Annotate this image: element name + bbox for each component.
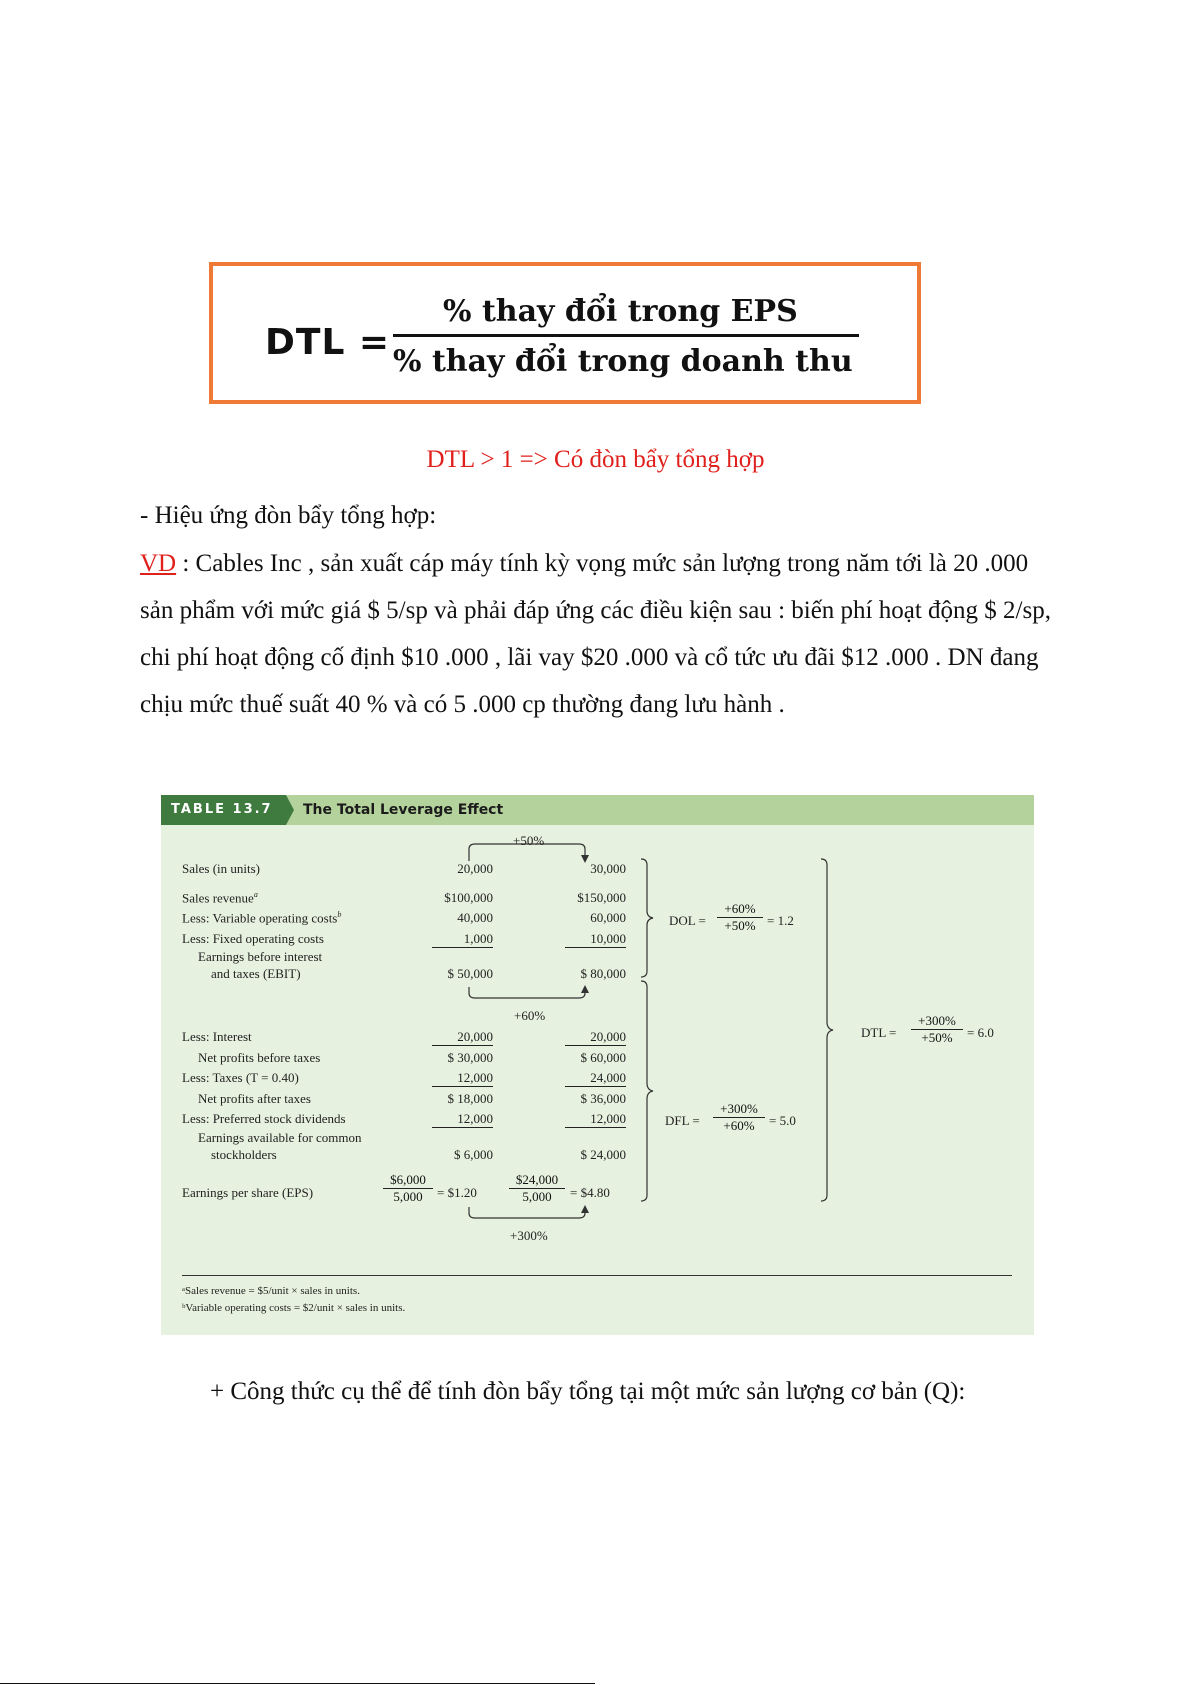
row-label: Less: Variable operating costs$^b$ [182,910,342,926]
eps-fraction-b: $\frac{\$24,000}{5,000}$ [509,1172,565,1205]
dtl-conclusion: DTL > 1 => Có đòn bẩy tổng hợp [426,446,765,473]
eps-result-b: = $4.80 [570,1185,610,1200]
dfl-fraction: $\frac{+300\%}{+60\%}$ [713,1101,765,1134]
dtl-label: DTL = [861,1025,897,1040]
col-b-value: 12,000 [565,1111,626,1128]
footnote-divider [182,1275,1012,1276]
dfl-label: DFL = [665,1113,700,1128]
formula-lhs: DTL = [265,322,391,363]
bullet-heading: - Hiệu ứng đòn bẩy tổng hợp: [140,502,437,529]
bottom-formula-intro: + Công thức cụ thể để tính đòn bẩy tổng tại một mức sản lượng cơ bản (Q): [210,1378,966,1405]
eps-result-a: = $1.20 [437,1185,477,1200]
example-paragraph [140,540,1060,728]
units-change-label: +50% [513,833,545,848]
eps-change-label: +300% [510,1228,548,1243]
table-tag: TABLE 13.7 [161,795,286,825]
table-title: The Total Leverage Effect [303,802,504,818]
dfl-brace [639,979,659,1203]
table-tag-arrow [286,795,294,825]
row-label: Earnings available for common [198,1130,362,1145]
ebit-change-bracket [461,985,601,1009]
col-a-value: 20,000 [457,861,493,876]
dol-fraction: $\frac{+60\%}{+50\%}$ [717,901,763,934]
row-label: Less: Fixed operating costs [182,931,324,946]
total-leverage-table [161,795,1034,1335]
col-b-value: 20,000 [565,1029,626,1046]
col-a-value: 12,000 [432,1111,493,1128]
col-a-value: $ 30,000 [447,1050,493,1065]
example-text: : Cables Inc , sản xuất cáp máy tính kỳ vọng mức sản lượng trong năm tới là 20 .000 sản phẩm với mức giá $ 5/sp và phải đáp ứng các điều kiện sau : biến phí hoạt động $ 2/sp, chi phí hoạt động cố định $10 .000 , lãi vay $20 .000 và cổ tức ưu đãi $12 .000 . DN đang chịu mức thuế suất 40 % và có 5 .000 cp thường đang lưu hành . [140,550,1051,718]
example-label-link[interactable]: VD [140,550,177,577]
ebit-change-label: +60% [514,1008,546,1023]
col-a-value: 20,000 [432,1029,493,1046]
col-b-value: $ 80,000 [580,966,626,981]
dtl-formula-box [209,262,921,404]
fraction-bar [393,334,859,337]
eps-fraction-a: $\frac{\$6,000}{5,000}$ [383,1172,433,1205]
col-a-value: 12,000 [432,1070,493,1087]
row-label: Net profits before taxes [198,1050,321,1065]
row-label: Sales (in units) [182,861,260,876]
formula-numerator: % thay đổi trong EPS [443,294,798,329]
col-a-value: 40,000 [457,910,493,925]
col-b-value: 60,000 [590,910,626,925]
col-b-value: $ 24,000 [580,1147,626,1162]
row-label: and taxes (EBIT) [211,966,301,981]
col-a-value: $ 18,000 [447,1091,493,1106]
row-label: stockholders [211,1147,277,1162]
col-b-value: 10,000 [565,931,626,948]
footnote-b: ᵇVariable operating costs = $2/unit × sales in units. [182,1302,406,1314]
footer-rule [0,1683,595,1684]
formula-denominator: % thay đổi trong doanh thu [393,344,853,379]
col-b-value: $ 60,000 [580,1050,626,1065]
row-label: Less: Preferred stock dividends [182,1111,346,1126]
col-b-value: $150,000 [577,890,626,905]
dol-label: DOL = [669,913,706,928]
footnote-a: ᵃSales revenue = $5/unit × sales in units. [182,1285,360,1297]
col-b-value: 30,000 [590,861,626,876]
col-a-value: 1,000 [432,931,493,948]
dtl-result: = 6.0 [967,1025,994,1040]
eps-change-bracket [461,1205,601,1229]
dtl-brace [819,857,839,1203]
row-label: Sales revenue$^a$ [182,890,258,906]
col-a-value: $ 6,000 [454,1147,493,1162]
row-label: Less: Taxes (T = 0.40) [182,1070,299,1085]
row-label: Earnings before interest [198,949,323,964]
col-b-value: 24,000 [565,1070,626,1087]
col-b-value: $ 36,000 [580,1091,626,1106]
col-a-value: $100,000 [444,890,493,905]
dol-brace [639,857,659,979]
row-label: Earnings per share (EPS) [182,1185,314,1200]
dtl-fraction: $\frac{+300\%}{+50\%}$ [911,1013,963,1046]
row-label: Less: Interest [182,1029,252,1044]
dfl-result: = 5.0 [769,1113,796,1128]
col-a-value: $ 50,000 [447,966,493,981]
row-label: Net profits after taxes [198,1091,311,1106]
dol-result: = 1.2 [767,913,794,928]
